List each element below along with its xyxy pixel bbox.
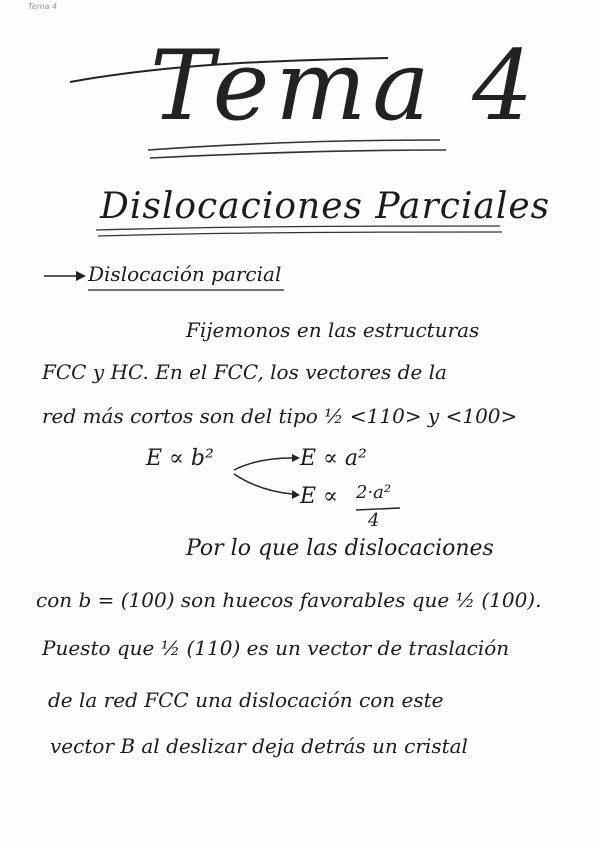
text-line-7: de la red FCC una dislocación con este <box>48 688 444 712</box>
formula-fraction-denominator: 4 <box>368 510 380 531</box>
text-line-6: Puesto que ½ (110) es un vector de traslación <box>42 636 510 660</box>
formula-branch-bottom-prefix: E ∝ <box>300 484 338 509</box>
text-line-3: red más cortos son del tipo ½ <110> y <100> <box>42 404 518 428</box>
formula-branch-top: E ∝ a² <box>300 446 367 471</box>
formula-left: E ∝ b² <box>146 446 214 471</box>
branch-arrow-bottom-head <box>292 490 300 499</box>
text-line-4: Por lo que las dislocaciones <box>186 536 494 561</box>
text-line-5: con b = (100) son huecos favorables que ½ (100). <box>36 588 542 612</box>
branch-arrow-bottom <box>234 474 292 494</box>
text-line-8: vector B al deslizar deja detrás un cristal <box>50 734 468 758</box>
text-line-2: FCC y HC. En el FCC, los vectores de la <box>42 360 447 384</box>
title-overstroke <box>70 58 388 82</box>
branch-arrow-top-head <box>292 454 300 462</box>
section-heading: Dislocación parcial <box>88 262 282 286</box>
subtitle-underline-2 <box>98 232 502 236</box>
formula-fraction-numerator: 2·a² <box>356 482 392 503</box>
subtitle-underline-1 <box>96 226 500 230</box>
page-header-left: Tema 4 <box>28 2 58 11</box>
page-subtitle: Dislocaciones Parciales <box>100 186 551 227</box>
fraction-bar <box>356 508 400 510</box>
title-underline-2 <box>150 150 446 158</box>
section-arrow-icon <box>76 271 86 281</box>
branch-arrow-top <box>234 458 292 470</box>
page-title: Tema 4 <box>150 30 540 142</box>
title-underline-1 <box>148 140 440 150</box>
text-line-1: Fijemonos en las estructuras <box>186 318 480 342</box>
